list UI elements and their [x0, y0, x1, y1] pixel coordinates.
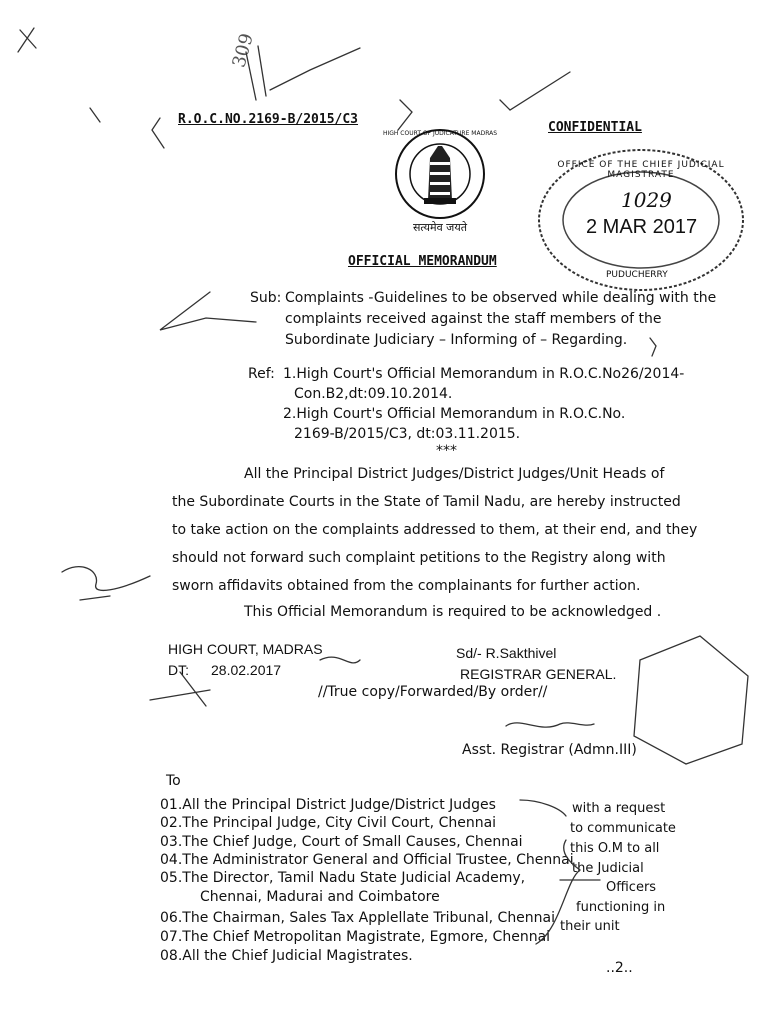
margin-initial-box	[634, 636, 748, 764]
subject-line: complaints received against the staff members of the	[285, 311, 662, 327]
recipient-item: 01.All the Principal District Judge/District Judges	[160, 797, 496, 813]
request-note: to communicate	[570, 821, 676, 836]
memo-title: OFFICIAL MEMORANDUM	[348, 254, 497, 269]
margin-check-mark	[270, 48, 360, 90]
high-court-emblem	[372, 128, 508, 238]
body-line: sworn affidavits obtained from the complainants for further action.	[172, 578, 641, 594]
request-note: their unit	[560, 919, 620, 934]
recipient-item: 03.The Chief Judge, Court of Small Causes, Chennai	[160, 834, 523, 850]
recipient-item: 06.The Chairman, Sales Tax Applellate Tribunal, Chennai	[160, 910, 556, 926]
header-check-mark	[500, 72, 570, 110]
reference-line: 2.High Court's Official Memorandum in R.O.C.No.	[283, 406, 626, 422]
recipient-item: 05.The Director, Tamil Nadu State Judicial Academy,	[160, 870, 526, 886]
next-page-indicator: ..2..	[606, 960, 633, 976]
recipient-item-continued: Chennai, Madurai and Coimbatore	[200, 889, 440, 905]
body-line: All the Principal District Judges/District Judges/Unit Heads of	[244, 466, 665, 482]
body-line: should not forward such complaint petitions to the Registry along with	[172, 550, 666, 566]
separator: ***	[436, 443, 457, 459]
subject-check-mark	[160, 292, 256, 330]
designation: REGISTRAR GENERAL.	[460, 666, 617, 682]
place-label: HIGH COURT, MADRAS	[168, 641, 323, 657]
recipient-item: 08.All the Chief Judicial Magistrates.	[160, 948, 413, 964]
recipient-item: 07.The Chief Metropolitan Magistrate, Egmore, Chennai	[160, 929, 551, 945]
assistant-registrar: Asst. Registrar (Admn.III)	[462, 742, 637, 758]
stamp-inward-number: 1029	[621, 188, 672, 212]
subject-label: Sub:	[250, 290, 282, 306]
request-note: with a request	[572, 801, 666, 816]
body-line: the Subordinate Courts in the State of Tamil Nadu, are hereby instructed	[172, 494, 681, 510]
date-label: DT:	[168, 662, 189, 678]
request-note: this O.M to all	[570, 841, 660, 856]
reference-number: R.O.C.NO.2169-B/2015/C3	[178, 112, 359, 127]
emblem-motto: सत्यमेव जयते	[412, 221, 467, 234]
margin-dash-mark	[90, 108, 100, 122]
request-note: the Judicial	[572, 861, 644, 876]
stamp-date: 2 MAR 2017	[586, 216, 698, 238]
true-copy-line: //True copy/Forwarded/By order//	[318, 684, 548, 700]
reference-line: 1.High Court's Official Memorandum in R.O.C.No26/2014-	[283, 366, 685, 382]
body-line: to take action on the complaints addressed to them, at their end, and they	[172, 522, 698, 538]
stamp-ring-text: OFFICE OF THE CHIEF JUDICIAL MAGISTRATE	[557, 160, 725, 180]
request-note: functioning in	[576, 900, 666, 915]
signatory: Sd/- R.Sakthivel	[456, 645, 557, 661]
stamp-location: PUDUCHERRY	[606, 270, 668, 280]
request-note: Officers	[606, 880, 657, 895]
received-stamp	[536, 146, 746, 294]
reference-label: Ref:	[248, 366, 275, 382]
subject-line: Complaints -Guidelines to be observed while dealing with the	[285, 290, 717, 306]
recipient-item: 02.The Principal Judge, City Civil Court, Chennai	[160, 815, 497, 831]
to-label: To	[166, 773, 181, 789]
margin-initials	[62, 567, 150, 600]
handwritten-margin-number: 309	[228, 31, 258, 70]
acknowledgement-line: This Official Memorandum is required to be acknowledged .	[244, 604, 662, 620]
emblem-ring-text: HIGH COURT OF JUDICATURE MADRAS	[382, 130, 498, 137]
subject-end-mark	[650, 338, 656, 356]
reference-line: 2169-B/2015/C3, dt:03.11.2015.	[294, 426, 521, 442]
reference-line: Con.B2,dt:09.10.2014.	[294, 386, 453, 402]
asst-registrar-signature	[506, 723, 594, 727]
recipient-item: 04.The Administrator General and Official Trustee, Chennai	[160, 852, 574, 868]
memo-date: 28.02.2017	[211, 662, 282, 678]
signature-stroke	[320, 657, 360, 663]
confidential-label: CONFIDENTIAL	[548, 120, 642, 135]
corner-tick-mark	[18, 28, 36, 52]
subject-line: Subordinate Judiciary – Informing of – Regarding.	[285, 332, 628, 348]
